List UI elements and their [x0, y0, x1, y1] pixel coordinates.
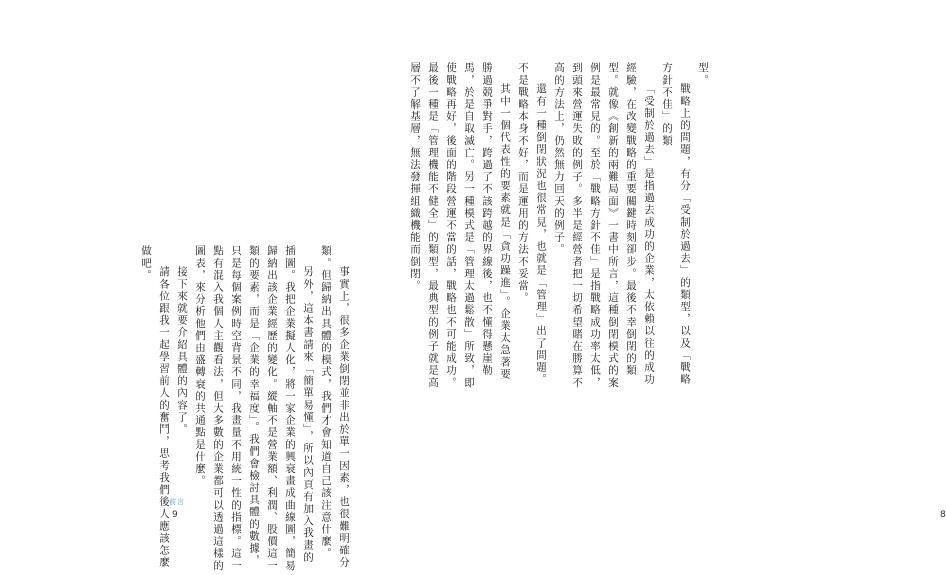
paragraph: 型。: [697, 62, 709, 87]
left-page: [0, 0, 375, 572]
paragraph: 接下來就要介紹具體的內容了。: [176, 266, 188, 436]
page-number: 9: [172, 510, 178, 520]
paragraph: 事實上，很多企業倒閉並非出於單一因素，也很難明確分類。但歸納出具體的模式，我們才會知道自己該注意什麼。: [320, 245, 350, 569]
running-head: 前言: [169, 498, 185, 506]
paragraph: 戰略上的問題，有分「受制於過去」的類型，以及「戰略方針不佳」的類: [661, 62, 691, 386]
right-page: [375, 0, 946, 531]
page-number: 8: [940, 510, 946, 520]
paragraph: 還有一種倒閉狀況也很常見，也就是「管理」出了問題。不是戰略本身不好，而是運用的方法不妥當。: [517, 62, 547, 386]
left-page-body: [137, 245, 353, 575]
paragraph: 其中一個代表性的要素就是「貪功躁進」。企業太急著要勝過競爭對手，跨過了不該跨越的界線後，也不懂得懸崖勒馬，於是自取滅亡。另一種模式是「管理太過鬆散」所致，即使戰略再好，後面的階段營運不當的話，戰略也不可能成功。最後一種是「管理機能不健全」的類型，最典型的例子就是高層不了解基層，無法發揮組織機能而倒閉。: [409, 62, 511, 389]
paragraph: 「受制於過去」是指過去成功的企業，太依賴以往的成功經驗，在改變戰略的重要關鍵時刻卻步。最後不幸倒閉的類型。就像《創新的兩難局面》一書中所言，這種倒閉模式的案例是最常見的。至於「戰略方針不佳」是指戰略成功率太低，到頭來營運失敗的例子。多半是經營者把一切希望賭在勝算不高的方法上，仍然無力回天的例子。: [553, 62, 655, 389]
paragraph: 請各位跟我一起學習前人的奮鬥，思考我們後人應該怎麼做吧。: [140, 245, 170, 569]
right-page-body: [406, 62, 712, 392]
paragraph: 另外，這本書請來「簡單易懂」，所以內頁有加入我畫的插圖。我把企業擬人化，將一家企業的興衰畫成曲線圖，簡易歸納出該企業經歷的變化。縱軸不是營業額、利潤、股價這一類的要素，而是「企業的幸福度」。我們會檢討具體的數據，只是每個案例時空背景不同，我畫量不用統一性的指標。這一點有混入我個人主觀看法，但大多數的企業都可以透過這樣的圖表，來分析他們由盛轉衰的共通點是什麼。: [194, 245, 314, 572]
